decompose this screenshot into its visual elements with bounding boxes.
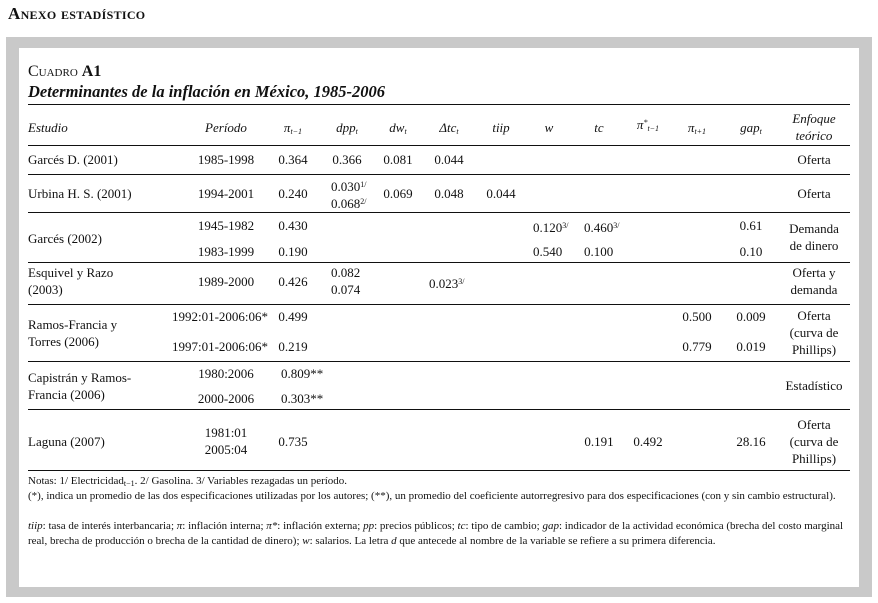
header-tc: tc	[594, 120, 604, 135]
header-tiip: tiip	[492, 120, 510, 135]
table-label	[28, 63, 101, 81]
table-row-estudio: Esquivel y Razo (2003)	[28, 265, 114, 297]
table-cell-periodo: 1985-1998	[197, 152, 255, 167]
table-cell-pi: 0.219	[278, 339, 308, 354]
table-cell-periodo: 1945-1982	[197, 218, 255, 233]
table-cell-tc: 0.191	[584, 434, 614, 449]
table-row-estudio: Capistrán y Ramos- Francia (2006)	[28, 370, 132, 402]
table-cell-pi: 0.499	[278, 309, 308, 324]
row-rule	[28, 262, 850, 263]
top-rule	[28, 104, 850, 105]
table-cell-pi-star: 0.492	[633, 434, 663, 449]
table-cell-pi-lead: 0.779	[682, 339, 712, 354]
table-cell-periodo: 1981:01 2005:04	[204, 425, 248, 457]
notes-line-2: (*), indica un promedio de las dos especificaciones utilizadas por los autores; (**), un promedio del coeficiente autorregresivo para dos especificaciones (con y sin cambio estructural).	[28, 490, 836, 502]
table-cell-gap: 0.61	[739, 218, 763, 233]
table-frame	[6, 37, 872, 597]
table-cell-enfoque: Oferta (curva de Phillips)	[789, 308, 839, 357]
table-cell-tc: $0.460^{3/}$	[584, 220, 620, 235]
table-row-estudio: Garcés D. (2001)	[28, 152, 118, 167]
header-enfoque: Enfoque teórico	[792, 111, 836, 143]
table-cell-dtc: 0.044	[434, 152, 464, 167]
table-cell-tiip: 0.044	[486, 186, 516, 201]
table-cell-pi: 0.735	[278, 434, 308, 449]
table-cell-dtc: $0.023^{3/}$	[429, 276, 465, 291]
table-cell-w: 0.540	[533, 244, 563, 259]
table-cell-enfoque: Demanda de dinero	[789, 221, 839, 253]
page-header: Anexo estadístico	[8, 4, 146, 23]
table-cell-pi: 0.426	[278, 274, 308, 289]
header-pi-lag: $\pi_{t-1}$	[283, 120, 303, 136]
header-rule	[28, 145, 850, 146]
table-cell-periodo: 1989-2000	[197, 274, 255, 289]
table-title: Determinantes de la inflación en México, 1985-2006	[28, 82, 386, 101]
table-cell-periodo: 1983-1999	[197, 244, 255, 259]
table-row-estudio: Ramos-Francia y Torres (2006)	[28, 317, 118, 349]
notes-line-3: tiip: tasa de interés interbancaria; π: inflación interna; π*: inflación externa; pp: precios públicos; tc: tipo de cambio; gap: indicador de la actividad económica (brecha del costo marginal real, brecha de producción o brecha de la cantidad de dinero); w: salarios. La letra d que antecede al nombre de la variable se refiere a su primera diferencia.	[28, 520, 844, 547]
table-row-estudio: Urbina H. S. (2001)	[28, 186, 132, 201]
header-dw: $dw_t$	[389, 120, 407, 136]
table-cell-enfoque: Oferta	[797, 186, 831, 201]
row-rule	[28, 212, 850, 213]
table-cell-pi: 0.240	[278, 186, 308, 201]
table-cell-periodo: 1992:01-2006:06*	[171, 309, 269, 324]
header-dpp: dpp$_t$	[336, 120, 358, 136]
table-cell-enfoque: Oferta y demanda	[790, 265, 838, 297]
header-w: w	[544, 120, 554, 135]
table-cell-gap: 28.16	[736, 434, 766, 449]
table-cell-dw: 0.081	[383, 152, 413, 167]
table-cell-enfoque: Oferta (curva de Phillips)	[789, 417, 839, 466]
table-cell-periodo: 2000-2006	[197, 391, 255, 406]
table-cell-pi: 0.430	[278, 218, 308, 233]
table-cell-gap: 0.10	[739, 244, 763, 259]
header-pi-star: $\pi^*_{t-1}$	[636, 117, 660, 133]
table-cell-gap: 0.009	[736, 309, 766, 324]
table-cell-pi: 0.809**	[281, 366, 324, 381]
row-rule	[28, 361, 850, 362]
table-cell-pi: 0.303**	[281, 391, 324, 406]
table-cell-pi: 0.190	[278, 244, 308, 259]
table-cell-periodo: 1980:2006	[198, 366, 254, 381]
table-panel	[19, 48, 859, 587]
table-row-estudio: Garcés (2002)	[28, 231, 102, 246]
table-cell-dpp: 0.082 0.074	[331, 265, 361, 297]
table-cell-enfoque: Estadístico	[785, 378, 843, 393]
header-periodo: Período	[205, 120, 247, 135]
table-cell-enfoque: Oferta	[797, 152, 831, 167]
bottom-rule	[28, 470, 850, 471]
row-rule	[28, 409, 850, 410]
table-cell-periodo: 1994-2001	[197, 186, 255, 201]
table-cell-pi: 0.364	[278, 152, 308, 167]
table-cell-dpp: $0.030^{1/}$	[331, 179, 367, 194]
header-estudio: Estudio	[28, 120, 68, 135]
table-label-prefix: Cuadro	[28, 63, 78, 80]
header-delta-tc: Δtc$_t$	[439, 120, 459, 136]
table-row-estudio: Laguna (2007)	[28, 434, 105, 449]
table-cell-dpp: $0.068^{2/}$	[331, 196, 367, 211]
table-cell-dpp: 0.366	[332, 152, 362, 167]
table-cell-periodo: 1997:01-2006:06*	[171, 339, 269, 354]
row-rule	[28, 304, 850, 305]
header-pi-lead: $\pi_{t+1}$	[687, 120, 707, 136]
notes-line-1: Notas: 1/ Electricidad$_{t-1}$. 2/ Gasolina. 3/ Variables rezagadas un período.	[28, 475, 348, 488]
table-cell-w: $0.120^{3/}$	[533, 220, 569, 235]
table-label-number: A1	[81, 63, 102, 80]
table-cell-gap: 0.019	[736, 339, 766, 354]
table-cell-dtc: 0.048	[434, 186, 464, 201]
table-cell-pi-lead: 0.500	[682, 309, 712, 324]
table-cell-tc: 0.100	[584, 244, 614, 259]
table-cell-dw: 0.069	[383, 186, 413, 201]
row-rule	[28, 174, 850, 175]
header-gap: gap$_t$	[740, 120, 762, 136]
